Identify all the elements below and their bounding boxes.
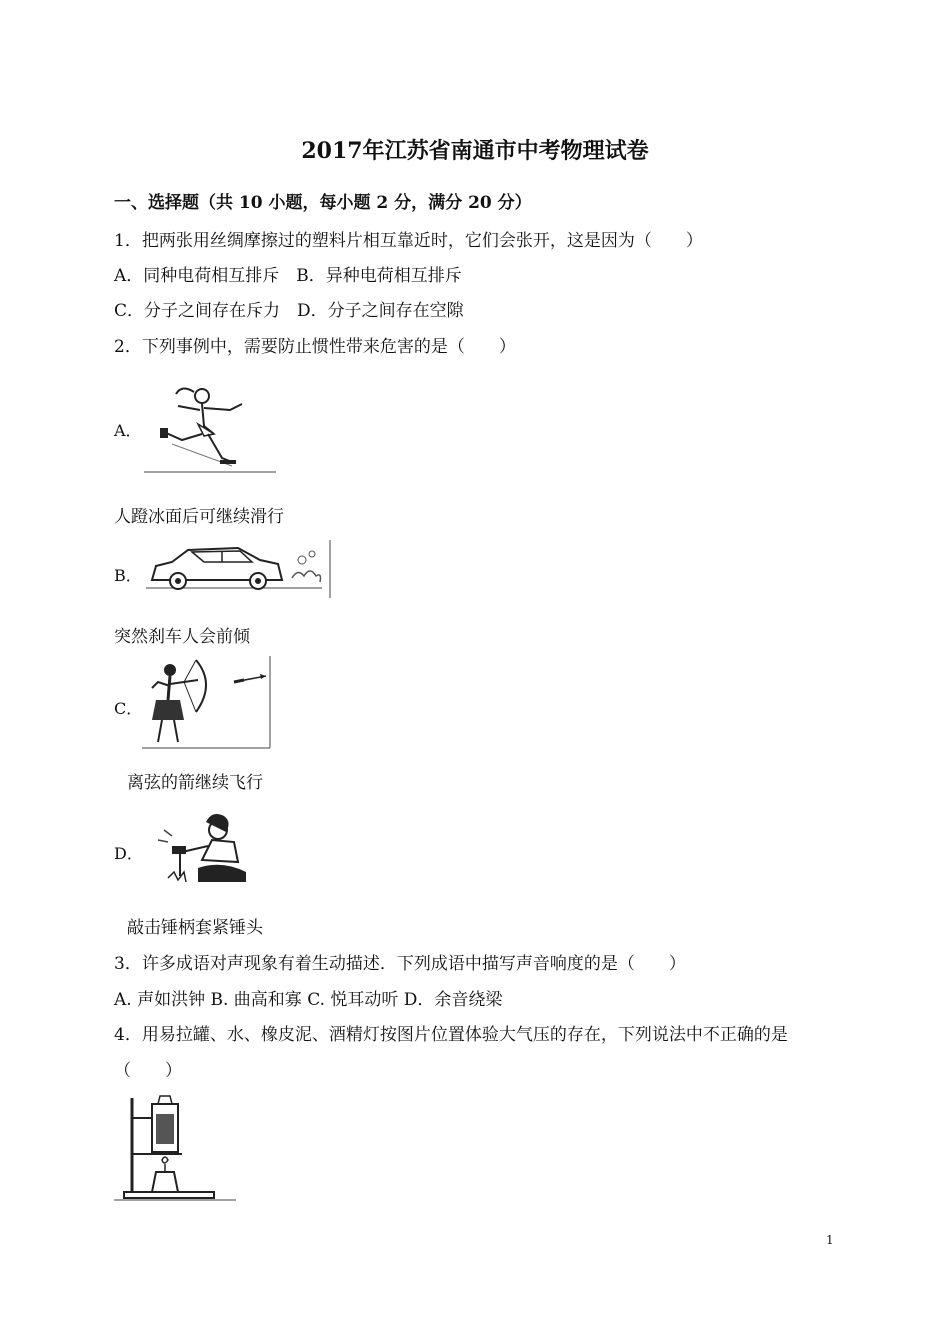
can-heating-figure [112, 1088, 238, 1204]
question-2-stem: 2．下列事例中，需要防止惯性带来危害的是（ ） [114, 337, 516, 357]
car-braking-figure [142, 538, 334, 600]
option-a-caption: 人蹬冰面后可继续滑行 [114, 507, 284, 527]
option-c-label: C． [114, 699, 143, 718]
skater-figure [142, 374, 278, 474]
section-heading: 一、选择题（共 10 小题，每小题 2 分，满分 20 分） [114, 193, 532, 213]
question-3-options: A. 声如洪钟 B. 曲高和寡 C. 悦耳动听 D．余音绕梁 [114, 990, 503, 1010]
page-title: 2017年江苏省南通市中考物理试卷 [301, 138, 649, 164]
option-b-label: B． [114, 566, 142, 585]
question-4-stem: 4．用易拉罐、水、橡皮泥、酒精灯按图片位置体验大气压的存在，下列说法中不正确的是 [114, 1025, 788, 1045]
question-1-options-ab: A．同种电荷相互排斥 B．异种电荷相互排斥 [114, 266, 462, 286]
question-3-stem: 3．许多成语对声现象有着生动描述．下列成语中描写声音响度的是（ ） [114, 954, 686, 974]
question-1-stem: 1．把两张用丝绸摩擦过的塑料片相互靠近时，它们会张开，这是因为（ ） [114, 231, 703, 251]
archer-figure [140, 654, 274, 750]
question-4-paren: （ ） [114, 1061, 182, 1081]
option-d-label: D． [114, 844, 143, 863]
option-d-caption: 敲击锤柄套紧锤头 [127, 918, 263, 938]
hammer-figure [142, 806, 264, 888]
option-b-caption: 突然刹车人会前倾 [114, 627, 250, 647]
question-1-options-cd: C．分子之间存在斥力 D．分子之间存在空隙 [114, 301, 464, 321]
page-number: 1 [826, 1233, 834, 1247]
option-a-label: A． [114, 421, 142, 440]
option-c-caption: 离弦的箭继续飞行 [127, 773, 263, 793]
